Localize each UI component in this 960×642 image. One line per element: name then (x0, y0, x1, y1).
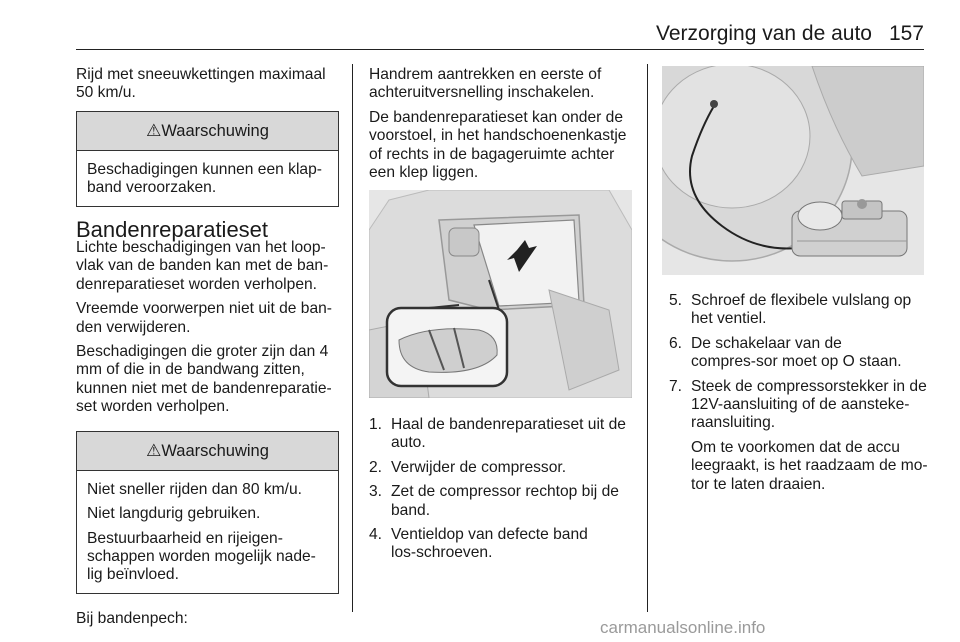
page-number: 157 (888, 22, 924, 45)
step-number: 3. (369, 483, 383, 501)
compressor-drawing (662, 66, 924, 275)
warning-header (77, 432, 338, 471)
paragraph: Bij bandenpech: (76, 609, 188, 627)
step-note: Om te voorkomen dat de accu leegraakt, is het raadzaam de mo-tor te laten draaien. (691, 438, 928, 493)
paragraph: De bandenreparatieset kan onder de voorstoel, in het handschoenenkastje of rechts in de bagageruimte achter een klep liggen. (369, 108, 627, 182)
step-number: 7. (669, 377, 683, 395)
column-2-steps (369, 416, 634, 569)
storage-compartment-drawing (369, 190, 632, 398)
step-item (669, 378, 931, 494)
warning-line: Niet sneller rijden dan 80 km/u. (87, 480, 302, 498)
warning-text: Beschadigingen kunnen een klap-band veroorzaken. (87, 160, 322, 197)
step-item (369, 526, 634, 563)
warning-line: Niet langdurig gebruiken. (87, 505, 261, 523)
step-item (369, 459, 634, 477)
header-rule (76, 49, 924, 50)
warning-triangle-icon: ⚠ (146, 120, 162, 140)
step-text: Verwijder de compressor. (391, 458, 567, 476)
column-divider (647, 64, 648, 612)
step-text: Steek de compressorstekker in de 12V-aansluiting of de aansteke-raansluiting. (691, 377, 927, 432)
step-item (369, 483, 634, 520)
column-1 (76, 66, 340, 628)
warning-title: Waarschuwing (161, 441, 269, 460)
compressor-illustration (662, 66, 924, 275)
step-number: 1. (369, 416, 383, 433)
warning-triangle-icon: ⚠ (146, 440, 162, 460)
step-text: Schroef de flexibele vulslang op het ventiel. (691, 292, 912, 328)
step-number: 5. (669, 292, 683, 309)
step-number: 2. (369, 458, 383, 476)
warning-body (77, 151, 338, 206)
section-title: Bandenreparatieset (76, 216, 269, 242)
column-3-steps (669, 292, 931, 500)
intro-paragraph: Rijd met sneeuwkettingen maximaal 50 km/u. (76, 66, 326, 102)
step-number: 4. (369, 526, 383, 544)
step-item (669, 292, 931, 329)
paragraph: Beschadigingen die groter zijn dan 4 mm of die in de bandwang zitten, kunnen niet met de bandenreparatie-set worden verholpen. (76, 343, 332, 416)
warning-line: Bestuurbaarheid en rijeigen-schappen worden mogelijk nade-lig beïnvloed. (87, 529, 316, 584)
step-number: 6. (669, 334, 683, 352)
step-item (369, 416, 634, 453)
warning-title: Waarschuwing (161, 121, 269, 140)
step-text: Zet de compressor rechtop bij de band. (391, 483, 619, 519)
step-text: De schakelaar van de compres-sor moet op O staan. (691, 334, 902, 371)
step-item (669, 335, 931, 372)
step-list (669, 292, 931, 494)
warning-body (77, 471, 338, 593)
storage-compartment-illustration (369, 190, 632, 398)
warning-box (76, 111, 339, 207)
paragraph: Vreemde voorwerpen niet uit de ban-den verwijderen. (76, 300, 333, 336)
paragraph: Lichte beschadigingen van het loop-vlak van de banden kan met de ban-denreparatieset worden verholpen. (76, 239, 329, 293)
step-list (369, 416, 634, 563)
column-divider (352, 64, 353, 612)
paragraph: Handrem aantrekken en eerste of achteruitversnelling inschakelen. (369, 66, 602, 102)
step-text: Haal de bandenreparatieset uit de auto. (391, 416, 626, 452)
page-header-title: Verzorging van de auto (656, 22, 872, 45)
warning-header (77, 112, 338, 151)
watermark: carmanualsonline.info (600, 618, 766, 637)
step-text: Ventieldop van defecte band los-schroeven. (391, 526, 588, 562)
warning-box (76, 431, 339, 594)
column-2 (369, 66, 634, 182)
